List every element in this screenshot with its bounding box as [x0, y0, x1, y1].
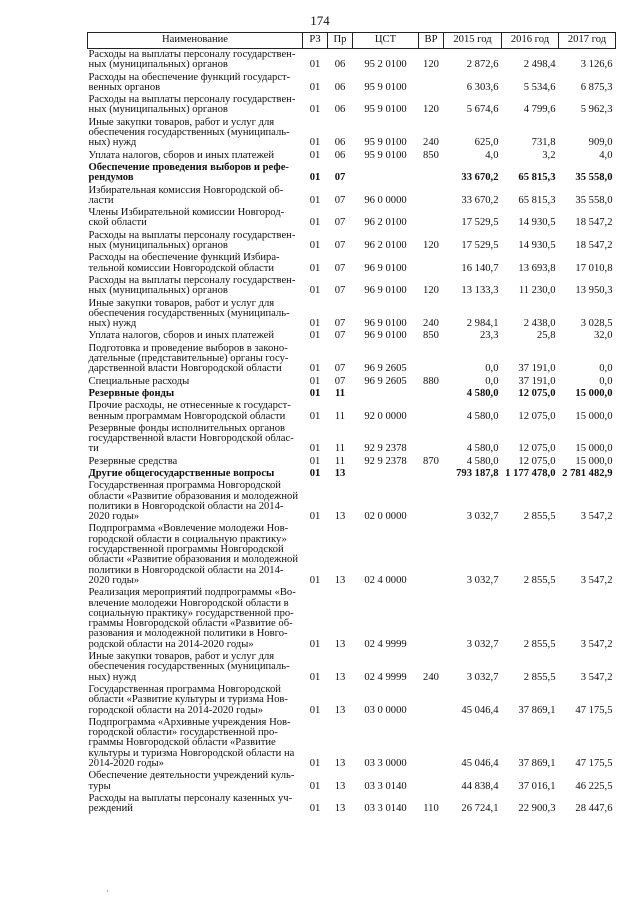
cell-2017: 47 175,5 [575, 704, 613, 716]
cell-pr: 07 [334, 363, 346, 375]
cell-2016: 37 191,0 [518, 363, 556, 375]
cell-2015: 2 872,6 [466, 59, 499, 71]
cell-2015: 45 046,4 [461, 704, 499, 716]
cell-pr: 13 [334, 803, 346, 815]
cell-rz: 01 [309, 443, 321, 455]
cell-2015: 16 140,7 [461, 262, 499, 274]
cell-name: Государственная программа Новгородской области «Развитие культуры и туризма Нов- городской области на 2014-2020 годы» [88, 683, 288, 716]
cell-vr: 240 [423, 318, 439, 330]
cell-cst: 02 4 0000 [364, 574, 407, 586]
cell-name: Расходы на обеспечение функций Избира- тельной комиссии Новгородской области [88, 252, 280, 274]
cell-2015: 17 529,5 [461, 240, 499, 252]
cell-rz: 01 [309, 217, 321, 229]
cell-cst: 96 2 0100 [364, 217, 407, 229]
cell-vr: 110 [423, 803, 439, 815]
cell-2016: 11 230,0 [518, 285, 556, 297]
table-row [88, 793, 616, 816]
page-number: 174 [310, 13, 330, 28]
column-header-2015: 2015 год [444, 33, 502, 49]
cell-cst: 92 0 0000 [364, 410, 407, 422]
column-header-vr: ВР [419, 33, 444, 49]
cell-rz: 01 [309, 285, 321, 297]
cell-2017: 0,0 [599, 375, 613, 387]
cell-2015: 13 133,3 [461, 285, 499, 297]
cell-name: Специальные расходы [88, 375, 190, 387]
cell-pr: 06 [334, 149, 346, 161]
cell-2016: 3,2 [542, 149, 556, 161]
table-row [88, 49, 616, 72]
cell-name: Обеспечение деятельности учреждений куль- туры [88, 770, 295, 792]
cell-2015: 0,0 [485, 363, 499, 375]
cell-cst: 96 9 0100 [364, 318, 407, 330]
cell-rz: 01 [309, 137, 321, 149]
scan-mark: · [106, 886, 109, 896]
cell-pr: 11 [334, 455, 346, 467]
table-row [88, 330, 616, 342]
cell-rz: 01 [309, 363, 321, 375]
cell-2015: 4 580,0 [466, 387, 499, 399]
cell-cst: 95 9 0100 [364, 81, 407, 93]
cell-2016: 13 693,8 [518, 262, 556, 274]
table-row [88, 480, 616, 523]
cell-vr: 240 [423, 671, 439, 683]
cell-vr [419, 480, 444, 523]
cell-pr: 06 [334, 104, 346, 116]
cell-2016: 37 191,0 [518, 375, 556, 387]
cell-name: Расходы на выплаты персоналу государствен- ных (муниципальных) органов [88, 229, 296, 252]
cell-rz: 01 [309, 387, 321, 399]
cell-pr: 07 [334, 285, 346, 297]
cell-rz: 01 [309, 59, 321, 71]
cell-2017: 3 547,2 [580, 638, 613, 650]
cell-2015: 44 838,4 [461, 780, 499, 792]
cell-rz: 01 [309, 704, 321, 716]
cell-rz: 01 [309, 758, 321, 769]
cell-2016: 37 869,1 [518, 758, 556, 769]
column-header-name: Наименование [88, 33, 303, 49]
cell-name: Иные закупки товаров, работ и услуг для обеспечения государственных (муниципаль- ных) нужд [88, 116, 290, 149]
cell-vr [419, 72, 444, 95]
cell-vr: 850 [423, 330, 439, 342]
cell-name: Прочие расходы, не отнесенные к государст- венным программам Новгородской области [88, 400, 291, 422]
cell-pr: 13 [334, 704, 346, 716]
budget-table [87, 32, 616, 815]
table-row [88, 230, 616, 253]
cell-rz: 01 [309, 410, 321, 422]
cell-cst: 96 9 0100 [364, 262, 407, 274]
column-header-2016: 2016 год [502, 33, 559, 49]
cell-vr [419, 207, 444, 230]
cell-pr: 11 [334, 443, 346, 455]
table-row [88, 376, 616, 388]
cell-rz: 01 [309, 330, 321, 342]
cell-2017: 17 010,8 [575, 262, 613, 274]
cell-name: Иные закупки товаров, работ и услуг для обеспечения государственных (муниципаль- ных) нужд [88, 651, 290, 683]
cell-name: Уплата налогов, сборов и иных платежей [88, 330, 275, 342]
cell-name: Резервные фонды исполнительных органов государственной власти Новгородской облас- ти [88, 422, 294, 455]
table-header-row [88, 33, 616, 49]
cell-2015: 4,0 [485, 149, 499, 161]
cell-cst: 96 2 0100 [364, 240, 407, 252]
cell-2016: 2 855,5 [523, 574, 556, 586]
cell-rz: 01 [309, 104, 321, 116]
cell-cst: 03 3 0140 [364, 780, 407, 792]
cell-pr: 07 [334, 330, 346, 342]
cell-2017: 15 000,0 [575, 455, 613, 467]
table-row [88, 388, 616, 400]
table-row [88, 717, 616, 770]
cell-name: Государственная программа Новгородской области «Развитие образования и молодежной политики в Новгородской области на 2014- 2020 годы» [88, 480, 298, 523]
cell-pr: 07 [334, 194, 346, 206]
cell-pr: 07 [334, 172, 346, 184]
cell-2015: 4 580,0 [466, 443, 499, 455]
cell-rz: 01 [309, 638, 321, 650]
table-row [88, 94, 616, 117]
cell-rz: 01 [309, 172, 321, 184]
cell-cst: 95 9 0100 [364, 149, 407, 161]
cell-vr [419, 185, 444, 208]
cell-2015: 3 032,7 [466, 638, 499, 650]
cell-rz: 01 [309, 375, 321, 387]
cell-pr: 07 [334, 318, 346, 330]
cell-2015: 793 187,8 [456, 467, 499, 479]
cell-name: Расходы на выплаты персоналу государствен- ных (муниципальных) органов [88, 274, 296, 297]
cell-name: Подпрограмма «Архивные учреждения Нов- городской области» государственной про- граммы Новгородской области «Развитие культуры и туризма Новгородской области на 2014-2020 годы» [88, 716, 295, 769]
table-row [88, 162, 616, 185]
cell-cst: 03 3 0140 [364, 803, 407, 815]
cell-pr: 13 [334, 467, 346, 479]
cell-cst: 95 9 0100 [364, 104, 407, 116]
cell-2017: 15 000,0 [575, 387, 613, 399]
cell-2015: 17 529,5 [461, 217, 499, 229]
cell-2015: 5 674,6 [466, 104, 499, 116]
cell-rz: 01 [309, 780, 321, 792]
cell-2017: 28 447,6 [575, 803, 613, 815]
table-row [88, 298, 616, 331]
cell-cst: 95 2 0100 [364, 59, 407, 71]
cell-2017: 15 000,0 [575, 410, 613, 422]
cell-2015: 4 580,0 [466, 455, 499, 467]
cell-2017: 3 547,2 [580, 671, 613, 683]
cell-cst: 96 9 2605 [364, 363, 407, 375]
table-row [88, 275, 616, 298]
cell-2017: 0,0 [599, 363, 613, 375]
column-header-2017: 2017 год [559, 33, 616, 49]
cell-name: Резервные средства [88, 455, 178, 467]
cell-2016: 12 075,0 [518, 410, 556, 422]
cell-vr [419, 400, 444, 423]
cell-2017: 5 962,3 [580, 104, 613, 116]
table-row [88, 423, 616, 456]
cell-pr: 07 [334, 217, 346, 229]
cell-rz: 01 [309, 240, 321, 252]
cell-vr: 120 [423, 104, 439, 116]
cell-pr: 11 [334, 387, 345, 399]
cell-2017: 18 547,2 [575, 240, 613, 252]
cell-name: Реализация мероприятий подпрограммы «Во- влечение молодежи Новгородской области в социальную практику» государственной про- граммы Новгородской области «Развитие об- разования и молодежной политики в Новго- родской области на 2014-2020 годы» [88, 587, 296, 650]
cell-cst: 92 9 2378 [364, 443, 407, 455]
cell-rz: 01 [309, 671, 321, 683]
table-row [88, 343, 616, 376]
cell-2016: 2 438,0 [523, 318, 556, 330]
cell-2015: 3 032,7 [466, 511, 499, 523]
cell-rz: 01 [309, 149, 321, 161]
cell-rz: 01 [309, 574, 321, 586]
cell-rz: 01 [309, 455, 321, 467]
cell-vr: 120 [423, 59, 439, 71]
cell-name: Расходы на выплаты персоналу государствен- ных (муниципальных) органов [88, 49, 296, 71]
cell-2015: 3 032,7 [466, 574, 499, 586]
cell-vr [419, 423, 444, 456]
cell-2017: 3 547,2 [580, 511, 613, 523]
cell-pr: 07 [334, 262, 346, 274]
cell-2017: 15 000,0 [575, 443, 613, 455]
cell-rz: 01 [309, 194, 321, 206]
cell-cst: 96 0 0000 [364, 194, 407, 206]
table-row [88, 523, 616, 587]
cell-2017: 3 028,5 [580, 318, 613, 330]
cell-vr: 850 [423, 149, 439, 161]
table-body [88, 49, 616, 816]
cell-2016: 5 534,6 [523, 81, 556, 93]
cell-rz: 01 [309, 803, 321, 815]
cell-cst: 03 3 0000 [364, 758, 407, 769]
table-row [88, 400, 616, 423]
cell-vr: 870 [423, 455, 439, 467]
cell-vr [419, 343, 444, 376]
cell-pr: 13 [334, 511, 346, 523]
cell-pr: 07 [334, 375, 346, 387]
cell-name: Члены Избирательной комиссии Новгород- ской области [88, 207, 285, 229]
cell-2016: 2 498,4 [523, 59, 556, 71]
cell-2017: 4,0 [599, 149, 613, 161]
cell-2016: 12 075,0 [518, 387, 556, 399]
cell-2015: 625,0 [474, 137, 499, 149]
cell-name: Иные закупки товаров, работ и услуг для обеспечения государственных (муниципаль- ных) нужд [88, 297, 290, 330]
cell-2016: 2 855,5 [523, 671, 556, 683]
cell-2016: 37 016,1 [518, 780, 556, 792]
cell-vr [419, 684, 444, 717]
cell-2016: 25,8 [536, 330, 556, 342]
cell-cst: 92 9 2378 [364, 455, 407, 467]
table-row [88, 468, 616, 480]
cell-2017: 13 950,3 [575, 285, 613, 297]
table-row [88, 207, 616, 230]
cell-name: Обеспечение проведения выборов и рефе- рендумов [88, 161, 289, 184]
cell-rz: 01 [309, 467, 321, 479]
cell-2015: 33 670,2 [461, 194, 499, 206]
table-row [88, 587, 616, 651]
cell-vr [419, 770, 444, 793]
cell-vr [419, 717, 444, 770]
cell-pr: 11 [334, 410, 346, 422]
cell-name: Расходы на выплаты персоналу казенных уч- реждений [88, 792, 293, 815]
cell-vr [419, 468, 444, 480]
table-row [88, 651, 616, 684]
cell-2015: 26 724,1 [461, 803, 499, 815]
cell-name: Подпрограмма «Вовлечение молодежи Нов- городской области в социальную практику» государственной программы Новгородской области «Развитие образования и молодежной политики в Новгородской области на 2014- 2020 годы» [88, 523, 298, 586]
cell-2015: 2 984,1 [466, 318, 499, 330]
cell-2017: 35 558,0 [575, 172, 613, 184]
cell-cst [353, 162, 419, 185]
table-row [88, 684, 616, 717]
cell-2016: 4 799,6 [523, 104, 556, 116]
cell-rz: 01 [309, 511, 321, 523]
cell-name: Расходы на обеспечение функций государст- венных органов [88, 71, 291, 93]
cell-cst: 02 0 0000 [364, 511, 407, 523]
cell-cst: 95 9 0100 [364, 137, 407, 149]
cell-vr [419, 388, 444, 400]
cell-2017: 46 225,5 [575, 780, 613, 792]
cell-2016: 22 900,3 [518, 803, 556, 815]
cell-vr [419, 587, 444, 651]
cell-vr: 120 [423, 240, 439, 252]
cell-vr [419, 162, 444, 185]
table-row [88, 185, 616, 208]
cell-cst [353, 388, 419, 400]
cell-2017: 35 558,0 [575, 194, 613, 206]
cell-name: Уплата налогов, сборов и иных платежей [88, 149, 275, 161]
cell-vr: 120 [423, 285, 439, 297]
cell-2017: 47 175,5 [575, 758, 613, 769]
cell-2015: 0,0 [485, 375, 499, 387]
cell-2017: 32,0 [593, 330, 613, 342]
cell-2017: 3 126,6 [580, 59, 613, 71]
cell-2015: 23,3 [479, 330, 499, 342]
cell-pr: 06 [334, 137, 346, 149]
cell-vr: 240 [423, 137, 439, 149]
cell-name: Другие общегосударственные вопросы [88, 467, 275, 479]
cell-2016: 1 177 478,0 [505, 467, 556, 479]
table-row [88, 150, 616, 162]
cell-2016: 14 930,5 [518, 217, 556, 229]
cell-name: Резервные фонды [88, 387, 175, 399]
cell-rz: 01 [309, 81, 321, 93]
table-row [88, 117, 616, 150]
cell-2016: 2 855,5 [523, 511, 556, 523]
cell-pr: 13 [334, 638, 346, 650]
column-header-rz: РЗ [303, 33, 328, 49]
cell-2015: 6 303,6 [466, 81, 499, 93]
cell-cst [353, 468, 419, 480]
cell-pr: 06 [334, 81, 346, 93]
cell-2017: 6 875,3 [580, 81, 613, 93]
cell-2015: 3 032,7 [466, 671, 499, 683]
cell-vr [419, 523, 444, 587]
cell-2016: 12 075,0 [518, 455, 556, 467]
table-row [88, 770, 616, 793]
cell-2015: 45 046,4 [461, 758, 499, 769]
column-header-pr: Пр [328, 33, 353, 49]
cell-2017: 3 547,2 [580, 574, 613, 586]
cell-pr: 07 [334, 240, 346, 252]
cell-name: Расходы на выплаты персоналу государствен- ных (муниципальных) органов [88, 94, 296, 116]
cell-2017: 2 781 482,9 [562, 467, 613, 479]
cell-2016: 14 930,5 [518, 240, 556, 252]
table-row [88, 252, 616, 275]
cell-rz: 01 [309, 318, 321, 330]
cell-pr: 13 [334, 574, 346, 586]
table-row [88, 72, 616, 95]
cell-rz: 01 [309, 262, 321, 274]
cell-cst: 96 9 0100 [364, 285, 407, 297]
cell-pr: 13 [334, 758, 346, 769]
cell-2016: 65 815,3 [518, 172, 556, 184]
column-header-cst: ЦСТ [353, 33, 419, 49]
cell-2016: 12 075,0 [518, 443, 556, 455]
cell-pr: 13 [334, 671, 346, 683]
cell-name: Подготовка и проведение выборов в законо- дательные (представительные) органы госу- дарственной власти Новгородской области [88, 342, 289, 375]
cell-2017: 18 547,2 [575, 217, 613, 229]
cell-2016: 731,8 [531, 137, 556, 149]
cell-cst: 03 0 0000 [364, 704, 407, 716]
table-row [88, 456, 616, 468]
cell-pr: 13 [334, 780, 346, 792]
cell-cst: 96 9 0100 [364, 330, 407, 342]
cell-vr [419, 252, 444, 275]
cell-name: Избирательная комиссия Новгородской об- ласти [88, 184, 284, 206]
cell-2017: 909,0 [588, 137, 613, 149]
cell-cst: 96 9 2605 [364, 375, 407, 387]
cell-2015: 33 670,2 [461, 172, 499, 184]
cell-2015: 4 580,0 [466, 410, 499, 422]
cell-2016: 65 815,3 [518, 194, 556, 206]
cell-vr: 880 [423, 375, 439, 387]
cell-2016: 37 869,1 [518, 704, 556, 716]
cell-cst: 02 4 9999 [364, 671, 407, 683]
cell-2016: 2 855,5 [523, 638, 556, 650]
cell-pr: 06 [334, 59, 346, 71]
cell-cst: 02 4 9999 [364, 638, 407, 650]
